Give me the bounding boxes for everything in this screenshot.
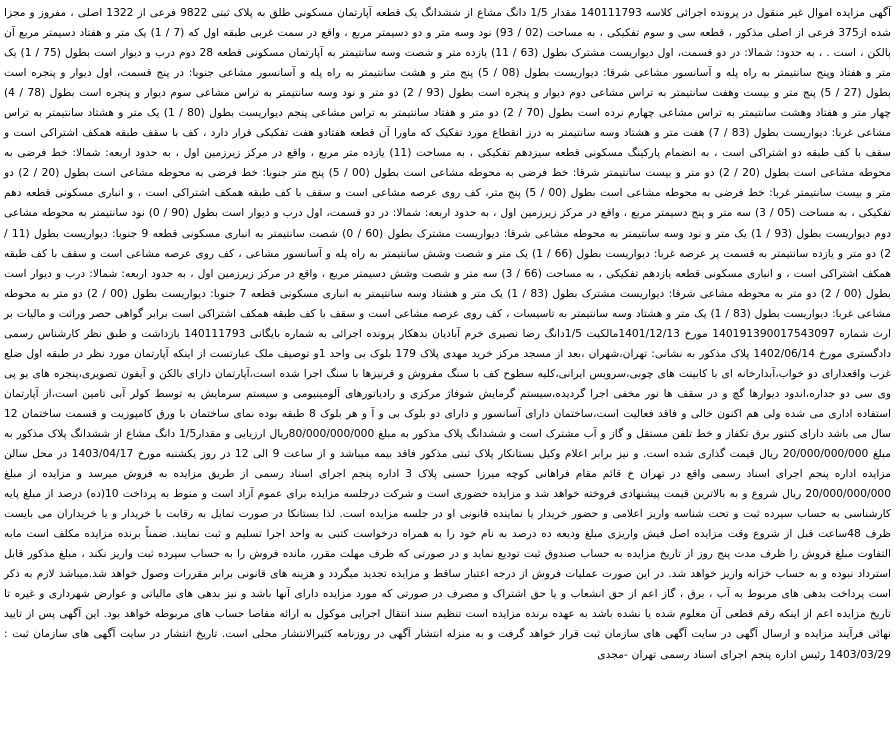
auction-notice-text: آگهی مزایده اموال غیر منقول در پرونده اجرائی کلاسه 140111793 مقدار 1/5 دانگ مشاع از ششدانگ یک قطعه آپارتمان مسکونی طلق به پلاک ثبتی 9822 فرعی از 1322 اصلی ، مفروز و مجزا شده از375 فرعی از اصلی مذکور ، قطعه سی و سوم تفکیکی ، به مساحت (02 / 93) نود وسه متر و دو دسیمتر مربع ، واقع در سمت غربی طبقه اول که (7 / 1) یک متر و هفتاد دسیمتر مربع آن بالکن ، است . ، به حدود: شمالا: در دو قسمت، اول دیواریست مشترک بطول (63 / 11) یازده متر و شصت وسه سانتیمتر به آپارتمان مسکونی قطعه 28 دوم درب و دیوار است بطول (75 / 1) یک متر و هفتاد وپنج سانتیمتر به راه پله و آسانسور مشاعی شرقا: دیواریست بطول (08 / 5) پنج متر و هشت سانتیمتر به راه پله و آسانسور مشاعی جنوبا: در پنج قسمت، اول دیوار و پنجره است بطول (27 / 5) پنج متر و بیست وهفت سانتیمتر به تراس مشاعی دوم دیوار و پنجره است بطول (93 / 2) دو متر و نود وسه سانتیمتر به تراس مشاعی سوم دیوار و پنجره است بطول (78 / 4) چهار متر و هفتاد وهشت سانتیمتر به تراس مشاعی چهارم نرده است بطول (70 / 2) دو متر و هفتاد سانتیمتر به تراس مشاعی پنجم دیواریست بطول (80 / 1) یک متر و هشتاد سانتیمتر به تراس مشاعی غربا: دیواریست بطول (83 / 7) هفت متر و هشتاد وسه سانتیمتر به درز انقطاع مورد تفکیک که ماورا آن قطعه هفتادو هفت تفکیکی قرار دارد ، کف با سقف طبقه همکف اشتراکی است و سقف با کف طبقه دو اشتراکی است ، به انضمام پارکینگ مسکونی قطعه سیزدهم تفکیکی ، به مساحت (11) یازده متر مربع ، واقع در مرکز زیرزمین اول ، به حدود اربعه: شمالا: خط فرضی به محوطه مشاعی است بطول (20 / 2) دو متر و بیست سانتیمتر شرقا: خط فرضی به محوطه مشاعی است بطول (00 / 5) پنج متر جنوبا: خط فرضی به محوطه مشاعی است بطول (20 / 2) دو متر و بیست سانتیمتر غربا: خط فرضی به محوطه مشاعی است بطول (00 / 5) پنج متر، کف روی عرصه مشاعی است و سقف با کف طبقه همکف اشتراکی است ، و انباری مسکونی قطعه دهم تفکیکی ، به مساحت (05 / 3) سه متر و پنج دسیمتر مربع ، واقع در مرکز زیرزمین اول ، به حدود اربعه: شمالا: در دو قسمت، اول درب و دیوار است بطول (90 / 0) نود سانتیمتر به محوطه مشاعی دوم دیواریست بطول (93 / 1) یک متر و نود وسه سانتیمتر به محوطه مشاعی شرقا: دیواریست مشترک بطول (60 / 0) شصت سانتیمتر به انباری مسکونی قطعه 9 جنوبا: دیواریست بطول (11 / 2) دو متر و یازده سانتیمتر به قسمت پر عرصه غربا: دیواریست بطول (66 / 1) یک متر و شصت وشش سانتیمتر به راه پله و آسانسور مشاعی ، کف روی عرصه مشاعی است و سقف با کف طبقه همکف اشتراکی است ، و انباری مسکونی قطعه یازدهم تفکیکی ، به مساحت (66 / 3) سه متر و شصت وشش دسیمتر مربع ، واقع در مرکز زیرزمین اول ، به حدود اربعه: شمالا: درب و دیوار است بطول (00 / 2) دو متر به محوطه مشاعی شرقا: دیواریست مشترک بطول (83 / 1) یک متر و هشتاد وسه سانتیمتر به انباری مسکونی قطعه 7 جنوبا: دیواریست بطول (00 / 2) دو متر به محوطه مشاعی غربا: دیواریست بطول (83 / 1) یک متر و هشتاد وسه سانتیمتر به تاسیسات ، کف روی عرصه مشاعی است و سقف با کف طبقه همکف اشتراکی است برابر گواهی حصر وراثت و مالیات بر ارث شماره 140191390017543097 مورخ 1401/12/13مالکیت 1/5دانگ رضا نصیری خرم آبادیان بدهکار پرونده اجرائی به شماره بایگانی 140111793 بازداشت و طبق نظر کارشناس رسمی دادگستری مورخ 1402/06/14 پلاک مذکور به نشانی: تهران،شهران ،بعد از مسجد مرکز خرید مهدی پلاک 179 بلوک بی واحد 1و توصیف ملک عبارتست از اینکه آپارتمان مورد نظر در طبقه اول ضلع غرب واقعدارای دو خواب،آبدارخانه ای با کابینت های چوبی،سرویس ایرانی،کلیه سطوح کف با سنگ مفروش و قرنیزها با سنگ اجرا شده است،آپارتمان دارای بالکن و آیفون تصویری،پنجره های یو پی وی سی دو جداره،اندود دیوارها گچ و در سقف ها نور مخفی اجرا گردیده،سیستم گرمایش شوفاژ مرکزی و رادیاتورهای آلومینیومی و سیستم سرمایش به توسط کولر آبی تامین است،از آپارتمان استفاده اداری می شده ولی هم اکنون خالی و فاقد فعالیت است،ساختمان دارای آسانسور و دارای دو بلوک بی و آ و هر بلوک 8 طبقه بوده نمای ساختمان با ورق کامپوزیت و قسمت ساختمان 12 سال می باشد دارای کنتور برق تکفاز و خط تلفن مستقل و گاز و آب مشترک است و ششدانگ پلاک مذکور به مبلغ 80/000/000/000ریال ارزیابی و مقدار1/5 دانگ مشاع از ششدانگ پلاک مذکور به مبلغ 20/000/000/000 ریال قیمت گذاری شده است. و نیز برابر اعلام وکیل بستانکار پلاک ثبتی مذکور فاقد بیمه میباشد و از ساعت 9 الی 12 در روز یکشنبه مورخ 1403/04/17 در محل سالن مزایده اداره پنجم اجرای اسناد رسمی واقع در تهران خ قائم مقام فراهانی کوچه میرزا حسنی پلاک 3 اداره پنجم اجرای اسناد رسمی از طریق مزایده به فروش میرسد و مزایده از مبلغ 20/000/000/000 ریال شروع و به بالاترین قیمت پیشنهادی فروخته خواهد شد و مزایده حضوری است و شرکت درجلسه مزایده برای عموم آزاد است و منوط به پرداخت 10(ده) درصد از مبلغ پایه کارشناسی به حساب سپرده ثبت و تحت شناسه واریز اعلامی و حضور خریدار یا نماینده قانونی او در جلسه مزایده است. لذا بستانکا در صورت تمایل به رقابت با خریدار و یا خریداران می بایست ظرف 48ساعت قبل از شروع وقت مزایده اصل فیش واریزی مبلغ ودیعه ده درصد به نام خود را به همراه درخواست کتبی به واحد اجرا تسلیم و ثبت نمایند. ضمناً برنده مزایده مکلف است مابه التفاوت مبلغ فروش را ظرف مدت پنج روز از تاریخ مزایده به حساب صندوق ثبت تودیع نماید و در صورتی که ظرف مهلت مقرر، مانده فروش را به حساب سپرده ثبت واریز نکند ، مبلغ مذکور قابل استرداد نبوده و به حساب خزانه واریز خواهد شد. در این صورت عملیات فروش از درجه اعتبار ساقط و مزایده تجدید میگردد و هزینه های قانونی برابر مقررات وصول خواهد شد.میباشد لازم به ذکر است پرداخت بدهی های مربوط به آب ، برق ، گاز اعم از حق انشعاب و یا حق اشتراک و مصرف در صورتی که مورد مزایده دارای آنها باشد و نیز بدهی های مالیاتی و عوارض شهرداری و غیره تا تاریخ مزایده اعم از اینکه رقم قطعی آن معلوم شده یا نشده باشد به عهده برنده مزایده است تنظیم سند انتقال اجرایی موکول به ارائه مفاصا حساب های مربوطه خواهد بود. این آگهی پس از تایید نهائی فرآیند مزایده و ارسال آگهی در سایت آگهی های سازمان ثبت قرار خواهد گرفت و به منزله انتشار آگهی در روزنامه کثیرالانتشار محلی است. تاریخ انتشار در سایت آگهی های سازمان ثبت : 1403/03/29 رئیس اداره پنجم اجرای اسناد رسمی تهران -مجدی <box>4 6 892 661</box>
